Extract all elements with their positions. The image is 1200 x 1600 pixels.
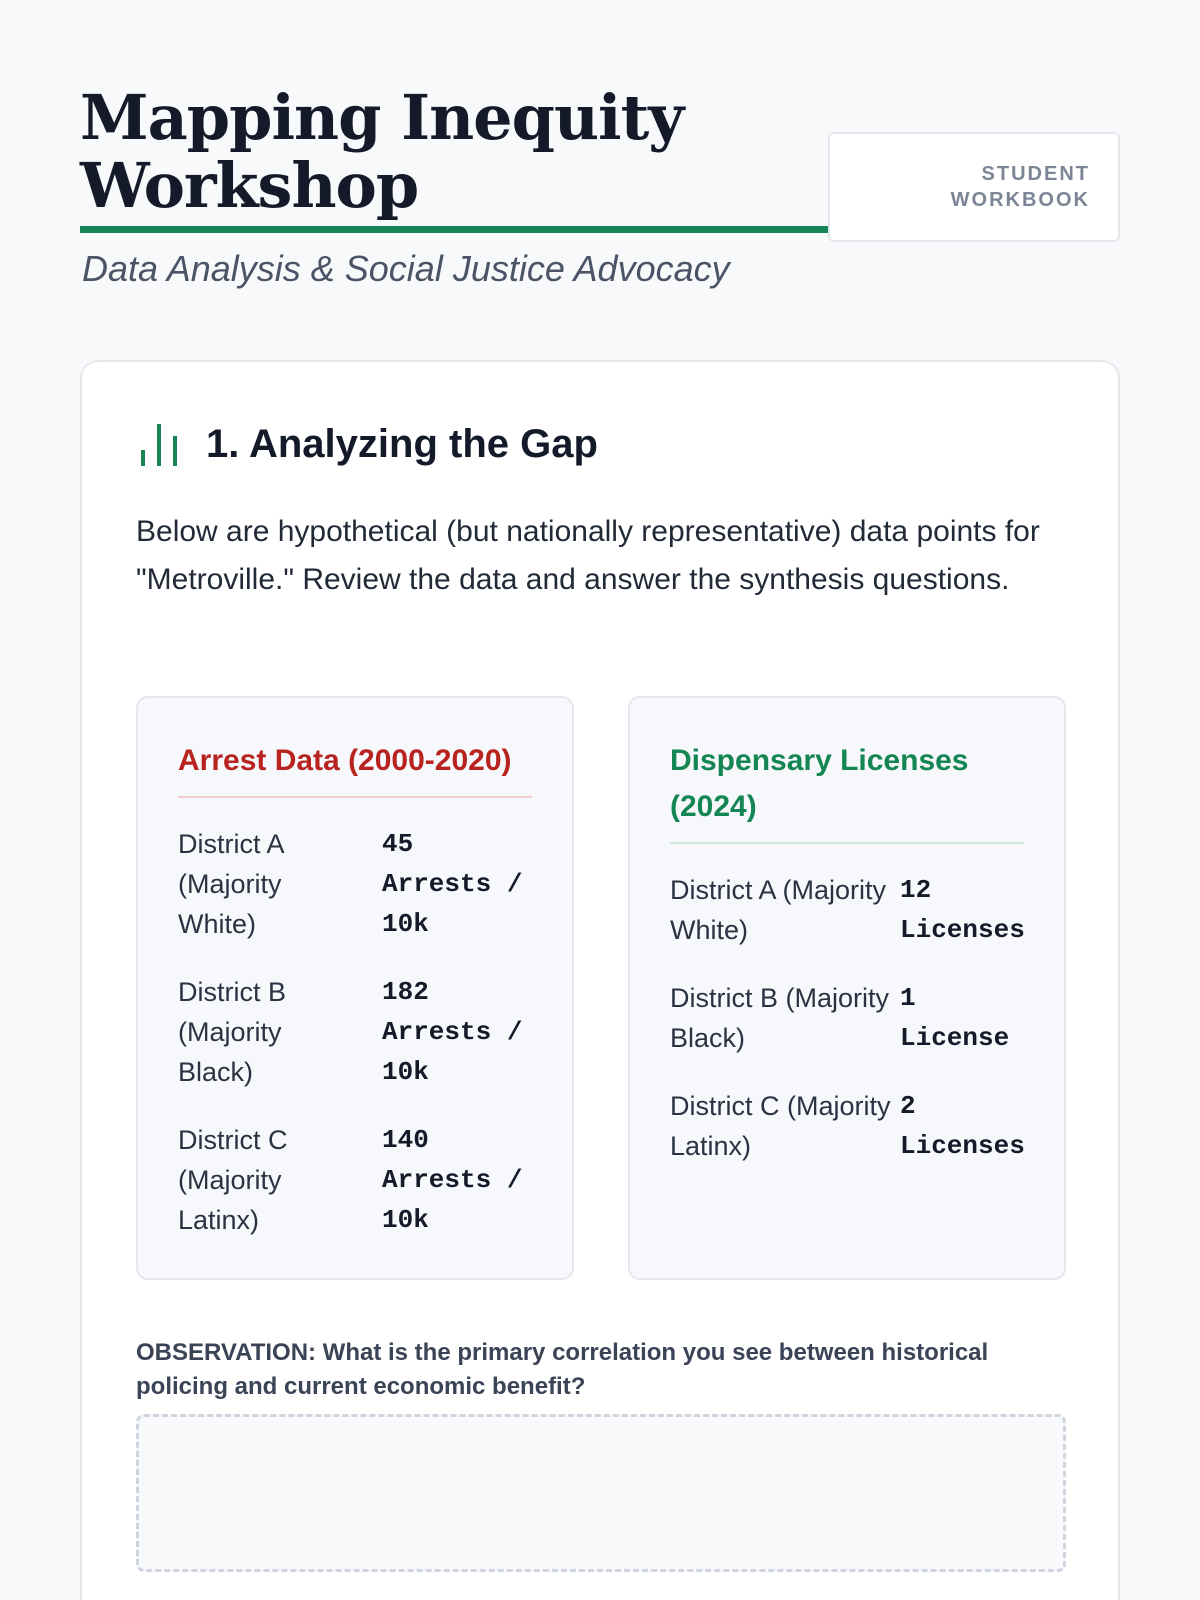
section-title: 1. Analyzing the Gap bbox=[206, 421, 598, 466]
student-workbook-badge bbox=[828, 132, 1120, 242]
data-row bbox=[178, 824, 532, 944]
page-subtitle: Data Analysis & Social Justice Advocacy bbox=[82, 248, 730, 289]
row-label: District A (Majority White) bbox=[670, 875, 887, 945]
title-underline bbox=[80, 226, 828, 233]
page-title: Mapping Inequity Workshop bbox=[80, 81, 684, 222]
data-row bbox=[178, 1120, 532, 1240]
bar-chart-icon bbox=[138, 420, 180, 468]
license-data-card bbox=[628, 696, 1066, 1280]
row-value: 182 Arrests / 10k bbox=[382, 977, 523, 1087]
arrest-data-title: Arrest Data (2000-2020) bbox=[178, 738, 532, 798]
license-data-title: Dispensary Licenses (2024) bbox=[670, 738, 1024, 844]
data-row bbox=[670, 870, 1024, 950]
arrest-data-card bbox=[136, 696, 574, 1280]
row-value: 12 Licenses bbox=[900, 875, 1025, 945]
row-label: District B (Majority Black) bbox=[178, 977, 286, 1087]
section-intro: Below are hypothetical (but nationally representative) data points for "Metroville." Review the data and answer the synthesis questions. bbox=[136, 515, 1040, 596]
row-label: District B (Majority Black) bbox=[670, 983, 890, 1053]
row-label: District C (Majority Latinx) bbox=[178, 1125, 288, 1235]
row-value: 140 Arrests / 10k bbox=[382, 1125, 523, 1235]
badge-label: STUDENT WORKBOOK bbox=[950, 163, 1090, 211]
section-header bbox=[138, 416, 598, 472]
data-row bbox=[670, 1086, 1024, 1166]
row-value: 2 Licenses bbox=[900, 1091, 1025, 1161]
data-row bbox=[178, 972, 532, 1092]
row-label: District C (Majority Latinx) bbox=[670, 1091, 891, 1161]
row-label: District A (Majority White) bbox=[178, 829, 284, 939]
observation-answer-field[interactable] bbox=[136, 1414, 1066, 1572]
row-value: 1 License bbox=[900, 983, 1010, 1053]
row-value: 45 Arrests / 10k bbox=[382, 829, 523, 939]
data-row bbox=[670, 978, 1024, 1058]
observation-prompt: OBSERVATION: What is the primary correlation you see between historical policing and current economic benefit? bbox=[136, 1339, 989, 1400]
